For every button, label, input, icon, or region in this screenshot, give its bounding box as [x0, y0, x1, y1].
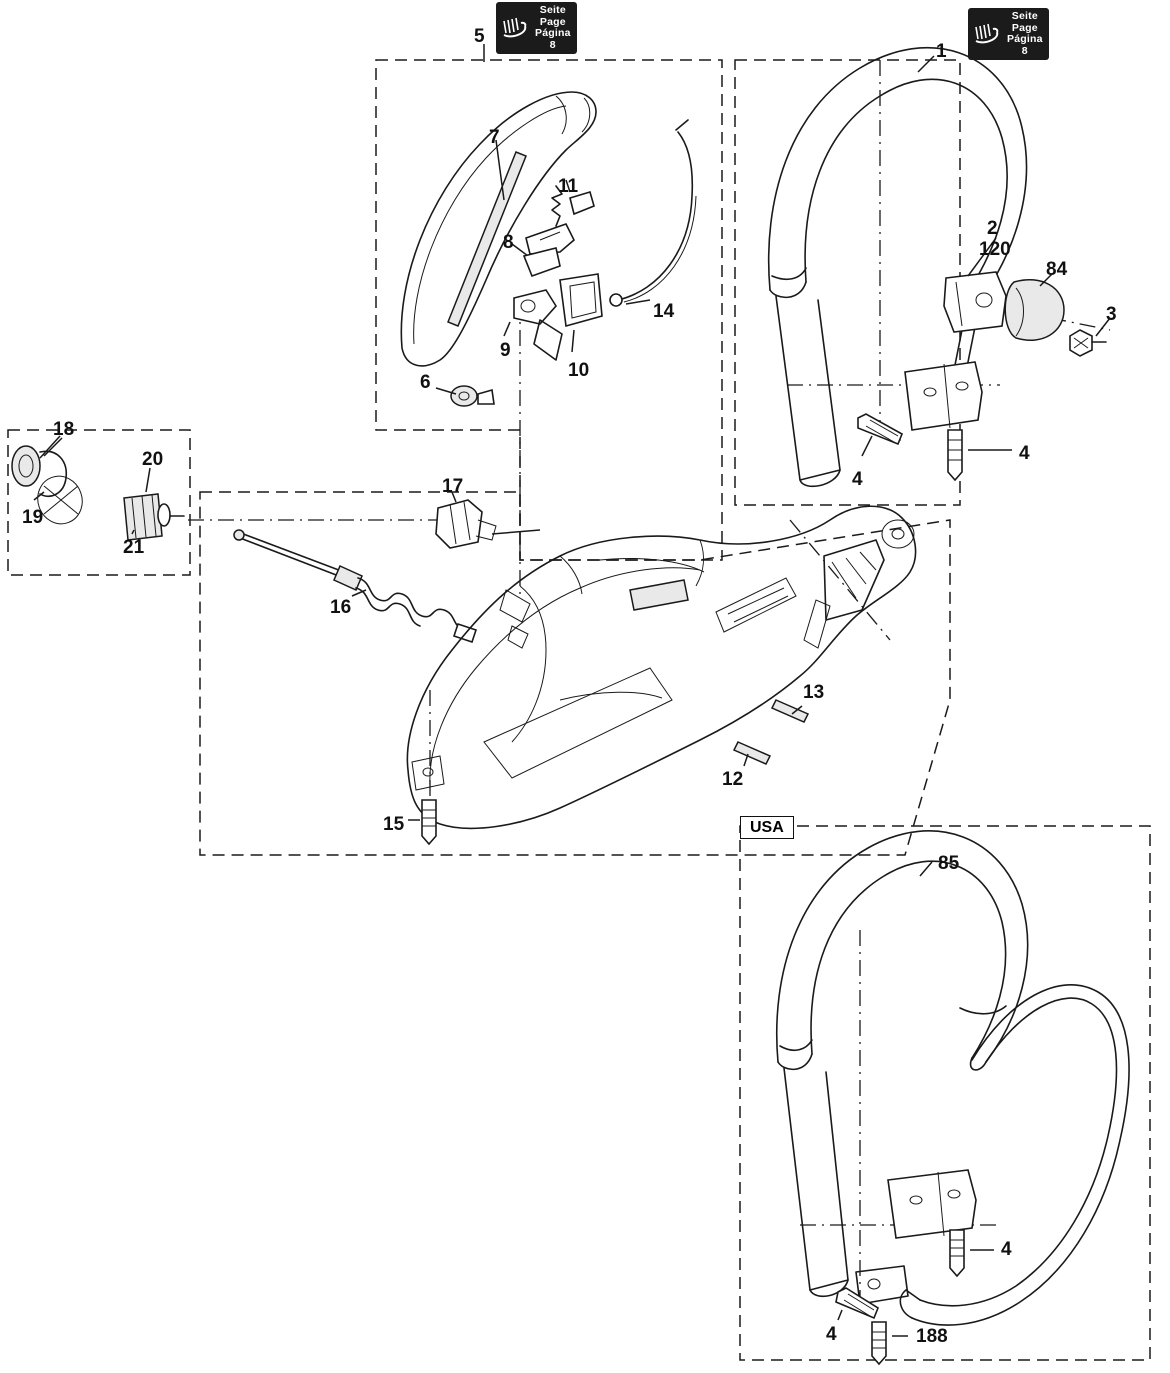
callout-2: 2 — [987, 218, 998, 239]
callout-188: 188 — [916, 1326, 948, 1347]
badge-line-pagina: Página — [535, 27, 571, 39]
page-reference-text — [535, 5, 571, 51]
badge-line-page: Page — [539, 15, 566, 28]
callout-14: 14 — [653, 301, 675, 322]
callout-12: 12 — [722, 769, 744, 790]
callout-18: 18 — [53, 419, 75, 440]
callout-17: 17 — [442, 476, 464, 497]
page-reference-badge — [496, 2, 577, 54]
callout-10: 10 — [568, 360, 590, 381]
callout-120: 120 — [979, 239, 1011, 260]
badge-line-number: 8 — [1021, 44, 1028, 57]
callout-3: 3 — [1106, 304, 1117, 325]
callout-4-d: 4 — [826, 1324, 837, 1345]
badge-line-page: Page — [1011, 21, 1038, 34]
callout-21: 21 — [123, 537, 145, 558]
page-reference-text — [1007, 11, 1043, 57]
callout-19: 19 — [22, 507, 44, 528]
callout-7: 7 — [489, 127, 500, 148]
callout-4-c: 4 — [1001, 1239, 1012, 1260]
callout-16: 16 — [330, 597, 352, 618]
callout-13: 13 — [803, 682, 825, 703]
callout-9: 9 — [500, 340, 511, 361]
callout-8: 8 — [503, 232, 514, 253]
callout-1: 1 — [936, 41, 947, 62]
usa-region-tag: USA — [740, 816, 794, 839]
badge-line-pagina: Página — [1007, 33, 1043, 45]
handle-heating-icon — [972, 19, 1002, 49]
callout-4-b: 4 — [1019, 443, 1030, 464]
callout-20: 20 — [142, 449, 164, 470]
handle-heating-icon — [500, 13, 530, 43]
badge-line-number: 8 — [549, 38, 556, 51]
page-reference-badge-2 — [968, 8, 1049, 60]
callout-15: 15 — [383, 814, 405, 835]
callout-11: 11 — [558, 176, 579, 197]
badge-line-seite: Seite — [539, 4, 566, 16]
callout-84: 84 — [1046, 259, 1068, 280]
callout-85: 85 — [938, 853, 960, 874]
callout-4-a: 4 — [852, 469, 863, 490]
callout-6: 6 — [420, 372, 431, 393]
badge-line-seite: Seite — [1011, 10, 1038, 22]
callout-5: 5 — [474, 26, 485, 47]
